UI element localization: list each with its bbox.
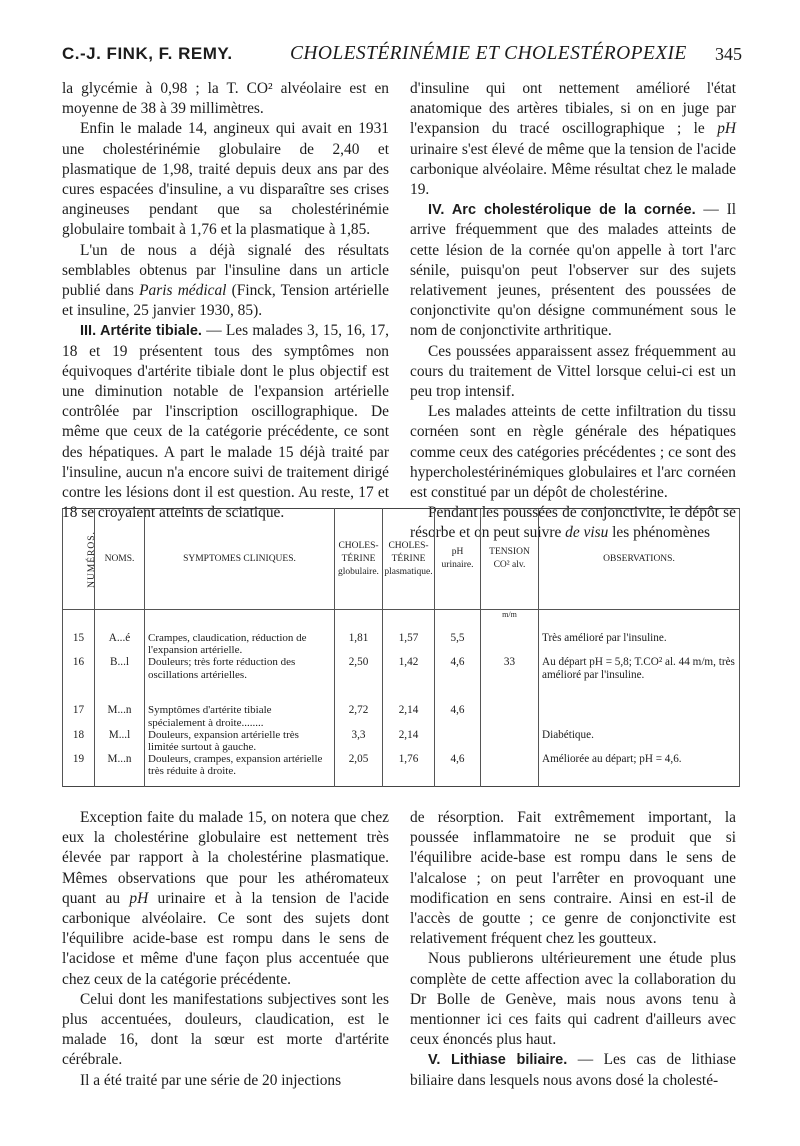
paragraph: la glycémie à 0,98 ; la T. CO² alvéolaire est en moyenne de 38 à 39 millimètres. xyxy=(62,80,389,118)
paragraph: d'insuline qui ont nettement amélioré l'état anatomique des artères tibiales, si on en juge par l'expansion du tracé oscillographique ; le pH urinaire s'est élevé de même que la tension de l'acide carbonique alvéolaire. Même résultat chez le malade 19. xyxy=(410,80,736,199)
paragraph: Celui dont les manifestations subjectives sont les plus accentuées, douleurs, claudication, est le malade 16, dont la sœur est morte d'artérite cérébrale. xyxy=(62,990,389,1069)
header-ph: pH urinaire. xyxy=(435,509,481,610)
table-row: 16 B...l Douleurs; très forte réduction des oscillations artérielles. 2,50 1,42 4,6 33 Au départ pH = 5,8; T.CO² al. 44 m/m, très amélioré par l'insuline. xyxy=(63,656,740,682)
section-heading: III. Artérite tibiale. xyxy=(80,323,202,340)
column-bottom-right xyxy=(410,808,736,1091)
paragraph: L'un de nous a déjà signalé des résultats semblables obtenus par l'insuline dans un article publié dans Paris médical (Finck, Tension artérielle et insuline, 25 janvier 1930, 85). xyxy=(62,241,390,320)
column-top-right xyxy=(410,79,736,544)
column-bottom-left xyxy=(62,808,389,1091)
header-tension: TENSION CO² alv. xyxy=(481,509,539,610)
column-top-left xyxy=(62,79,389,523)
patient-table xyxy=(62,508,740,785)
section-heading: V. Lithiase biliaire. xyxy=(428,1052,568,1069)
page-header xyxy=(62,44,742,70)
paragraph: Il a été traité par une série de 20 injections xyxy=(80,1071,342,1089)
table-row: 17 M...n Symptômes d'artérite tibiale spécialement à droite........ 2,72 2,14 4,6 xyxy=(63,704,740,728)
section-3: III. Artérite tibiale. — Les malades 3, 15, 16, 17, 18 et 19 présentent tous des symptômes non équivoques d'artérite tibiale dont le plus objectif est une diminution notable de l'expansion artérielle contrôlée par l'inscription oscillographique. De même que ceux de la catégorie précédente, ce sont des hépatiques. A part le malade 15 déjà traité par l'insuline, aucun n'a encore suivi de traitement dirigé contre les lésions dont il est question. Au reste, 17 et 18 se croyaient atteints de sciatique. xyxy=(62,322,390,522)
running-head-title: CHOLESTÉRINÉMIE ET CHOLESTÉROPEXIE xyxy=(290,43,687,64)
paragraph: Nous publierons ultérieurement une étude plus complète de cette affection avec la collaboration du Dr Bolle de Genève, mais nous avons tenu à mentionner ici ces faits qui cadrent d'ailleurs avec ceux énoncés plus haut. xyxy=(410,950,736,1049)
paragraph: Pendant les poussées de conjonctivite, le dépôt se résorbe et on peut suivre de visu les phénomènes xyxy=(410,504,736,542)
header-chol-plasmatique: CHOLES-TÉRINE plasmatique. xyxy=(383,509,435,610)
header-noms: NOMS. xyxy=(95,509,145,610)
header-numeros: NUMÉROS. xyxy=(63,509,95,610)
paragraph: Enfin le malade 14, angineux qui avait en 1931 une cholestérinémie globulaire de 2,40 et plasmatique de 1,98, traité depuis deux ans par des cures espacées d'insuline, a vu disparaître ses crises angineuses pendant que sa cholestérinémie globulaire tombait à 1,76 et la plasmatique à 1,85. xyxy=(62,120,389,239)
table-row: 19 M...n Douleurs, crampes, expansion artérielle très réduite à droite. 2,05 1,76 4,6 Améliorée au départ; pH = 4,6. xyxy=(63,753,740,777)
unit-note: m/m xyxy=(481,610,539,633)
header-symptomes: SYMPTOMES CLINIQUES. xyxy=(145,509,335,610)
header-observations: OBSERVATIONS. xyxy=(539,509,740,610)
running-head-authors: C.-J. FINK, F. REMY. xyxy=(62,44,233,63)
journal-title: Paris médical xyxy=(139,282,227,300)
section-5: V. Lithiase biliaire. — Les cas de lithiase biliaire dans lesquels nous avons dosé la cholesté- xyxy=(410,1051,736,1089)
page-number: 345 xyxy=(715,44,742,64)
section-4: IV. Arc cholestérolique de la cornée. — Il arrive fréquemment que des malades atteints de cette lésion de la cornée qu'on appelle à tort l'arc sénile, puisqu'on peut l'observer sur des sujets relativement jeunes, présentent des poussées de conjonctivite qu'on désigne communément sous le nom de conjonctivite arthritique. xyxy=(410,201,736,340)
paragraph: Ces poussées apparaissent assez fréquemment au cours du traitement de Vittel lorsque celui-ci est un peu trop intensif. xyxy=(410,342,736,401)
section-heading: IV. Arc cholestérolique de la cornée. xyxy=(428,202,696,219)
table-row: 15 A...é Crampes, claudication, réduction de l'expansion artérielle. 1,81 1,57 5,5 Très amélioré par l'insuline. xyxy=(63,632,740,656)
table-row: 18 M...l Douleurs, expansion artérielle très limitée surtout à gauche. 3,3 2,14 Diabétique. xyxy=(63,729,740,753)
paragraph: de résorption. Fait extrêmement important, la poussée inflammatoire ne se produit que si l'équilibre acide-base est rompu dans le sens de l'alcalose ; on peut l'arrêter en provoquant une modification en sens contraire. Ainsi en est-il de l'accès de goutte ; ce genre de conjonctivite est relativement fréquent chez les goutteux. xyxy=(410,809,736,948)
header-chol-globulaire: CHOLES-TÉRINE globulaire. xyxy=(335,509,383,610)
paragraph: Les malades atteints de cette infiltration du tissu cornéen sont en règle générale des hépatiques comme ceux des catégories précédentes ; ce sont des hypercholestérinémiques globulaires et l'arc cornéen est constitué par un dépôt de cholestérine. xyxy=(410,403,736,502)
paragraph: Exception faite du malade 15, on notera que chez eux la cholestérine globulaire est nettement très élevée par rapport à la cholestérine plasmatique. Mêmes observations que pour les athéromateux quant au pH urinaire et à la tension de l'acide carbonique alvéolaire. Ce sont des sujets dont l'équilibre acide-base est rompu dans le sens de l'acidose et même d'une façon plus accentuée que chez ceux de la catégorie précédente. xyxy=(62,809,389,988)
